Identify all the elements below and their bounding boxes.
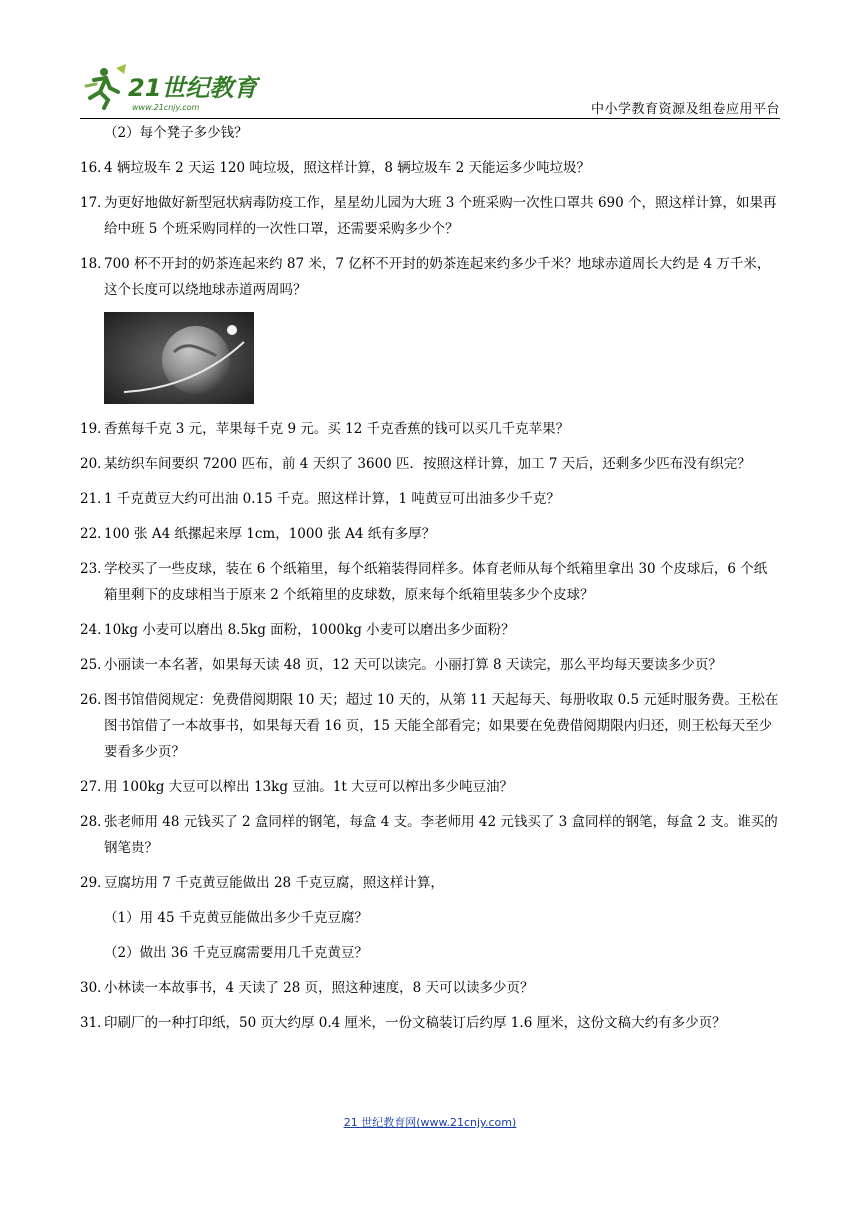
sub-question: （2）做出 36 千克豆腐需要用几千克黄豆？ — [104, 945, 368, 961]
question-text: 10kg 小麦可以磨出 8.5kg 面粉，1000kg 小麦可以磨出多少面粉？ — [104, 622, 515, 638]
logo-url: www.21cnjy.com — [132, 103, 200, 112]
question-number: 16． — [80, 160, 111, 176]
question-text: 香蕉每千克 3 元，苹果每千克 9 元。买 12 千克香蕉的钱可以买几千克苹果？ — [104, 421, 570, 437]
question-text: 用 100kg 大豆可以榨出 13kg 豆油。1t 大豆可以榨出多少吨豆油？ — [104, 779, 514, 795]
footer-prefix: 21 世纪教育网 — [343, 1116, 417, 1129]
page-header — [80, 60, 780, 118]
question-item — [80, 416, 780, 442]
question-item — [80, 809, 780, 861]
question-item — [80, 617, 780, 643]
question-item — [80, 556, 780, 608]
question-item — [80, 521, 780, 547]
question-item — [80, 870, 780, 896]
question-number: 22． — [80, 526, 111, 542]
question-text: 为更好地做好新型冠状病毒防疫工作，星星幼儿园为大班 3 个班采购一次性口罩共 690 个，照这样计算，如果再给中班 5 个班采购同样的一次性口罩，还需要采购多少个？ — [104, 195, 777, 237]
question-text: 豆腐坊用 7 千克黄豆能做出 28 千克豆腐，照这样计算， — [104, 875, 444, 891]
question-number: 21． — [80, 491, 111, 507]
question-number: 31． — [80, 1015, 111, 1031]
question-text: 小丽读一本名著，如果每天读 48 页，12 天可以读完。小丽打算 8 天读完，那么平均每天要读多少页？ — [104, 657, 722, 673]
earth-globe-image — [104, 312, 254, 404]
question-number: 26． — [80, 692, 111, 708]
page-footer — [0, 1114, 860, 1130]
question-item — [80, 451, 780, 477]
question-item — [80, 687, 780, 765]
footer-url: (www.21cnjy.com) — [416, 1116, 517, 1129]
question-number: 29． — [80, 875, 111, 891]
question-number: 19． — [80, 421, 111, 437]
question-item — [80, 190, 780, 242]
question-text: 学校买了一些皮球，装在 6 个纸箱里，每个纸箱装得同样多。体育老师从每个纸箱里拿出 30 个皮球后，6 个纸箱里剩下的皮球相当于原来 2 个纸箱里的皮球数，原来每个纸箱里装多少个皮球？ — [104, 561, 768, 603]
question-item — [80, 486, 780, 512]
question-number: 28． — [80, 814, 111, 830]
question-number: 23． — [80, 561, 111, 577]
question-text: 100 张 A4 纸摞起来厚 1cm，1000 张 A4 纸有多厚？ — [104, 526, 436, 542]
question-item — [80, 155, 780, 181]
question-number: 30． — [80, 980, 111, 996]
sub-question: （1）用 45 千克黄豆能做出多少千克豆腐？ — [104, 910, 368, 926]
21cnjy-logo — [80, 64, 260, 114]
running-figure-icon — [86, 64, 126, 108]
question-text: 小林读一本故事书，4 天读了 28 页，照这种速度，8 天可以读多少页？ — [104, 980, 534, 996]
question-item — [80, 251, 780, 303]
header-divider — [80, 118, 780, 119]
question-text: 4 辆垃圾车 2 天运 120 吨垃圾，照这样计算，8 辆垃圾车 2 天能运多少吨垃圾？ — [104, 160, 590, 176]
question-text: 印刷厂的一种打印纸，50 页大约厚 0.4 厘米，一份文稿装订后约厚 1.6 厘米，这份文稿大约有多少页？ — [104, 1015, 726, 1031]
question-number: 17． — [80, 195, 111, 211]
footer-link[interactable] — [344, 1116, 517, 1129]
question-number: 25． — [80, 657, 111, 673]
question-text: 图书馆借阅规定：免费借阅期限 10 天；超过 10 天的，从第 11 天起每天、每册收取 0.5 元延时服务费。王松在图书馆借了一本故事书，如果每天看 16 页，15 天能全部看完；如果要在免费借阅期限内归还，则王松每天至少要看多少页？ — [104, 692, 779, 760]
question-item — [80, 774, 780, 800]
question-list — [80, 120, 780, 1045]
question-item — [80, 1010, 780, 1036]
question-text: 1 千克黄豆大约可出油 0.15 千克。照这样计算，1 吨黄豆可出油多少千克？ — [104, 491, 560, 507]
question-number: 18． — [80, 256, 111, 272]
question-item — [80, 975, 780, 1001]
question-item — [80, 652, 780, 678]
question-number: 20． — [80, 456, 111, 472]
logo-text: 21世纪教育 — [128, 74, 258, 102]
question-number: 27． — [80, 779, 111, 795]
question-text: 700 杯不开封的奶茶连起来约 87 米，7 亿杯不开封的奶茶连起来约多少千米？地球赤道周长大约是 4 万千米，这个长度可以绕地球赤道两周吗？ — [104, 256, 771, 298]
question-text: 张老师用 48 元钱买了 2 盒同样的钢笔，每盒 4 支。李老师用 42 元钱买了 3 盒同样的钢笔，每盒 2 支。谁买的钢笔贵？ — [104, 814, 778, 856]
question-number: 24． — [80, 622, 111, 638]
question-text: 某纺织车间要织 7200 匹布，前 4 天织了 3600 匹．按照这样计算，加工 7 天后，还剩多少匹布没有织完？ — [104, 456, 751, 472]
sub-question: （2）每个凳子多少钱？ — [104, 125, 248, 141]
platform-title: 中小学教育资源及组卷应用平台 — [590, 102, 780, 117]
